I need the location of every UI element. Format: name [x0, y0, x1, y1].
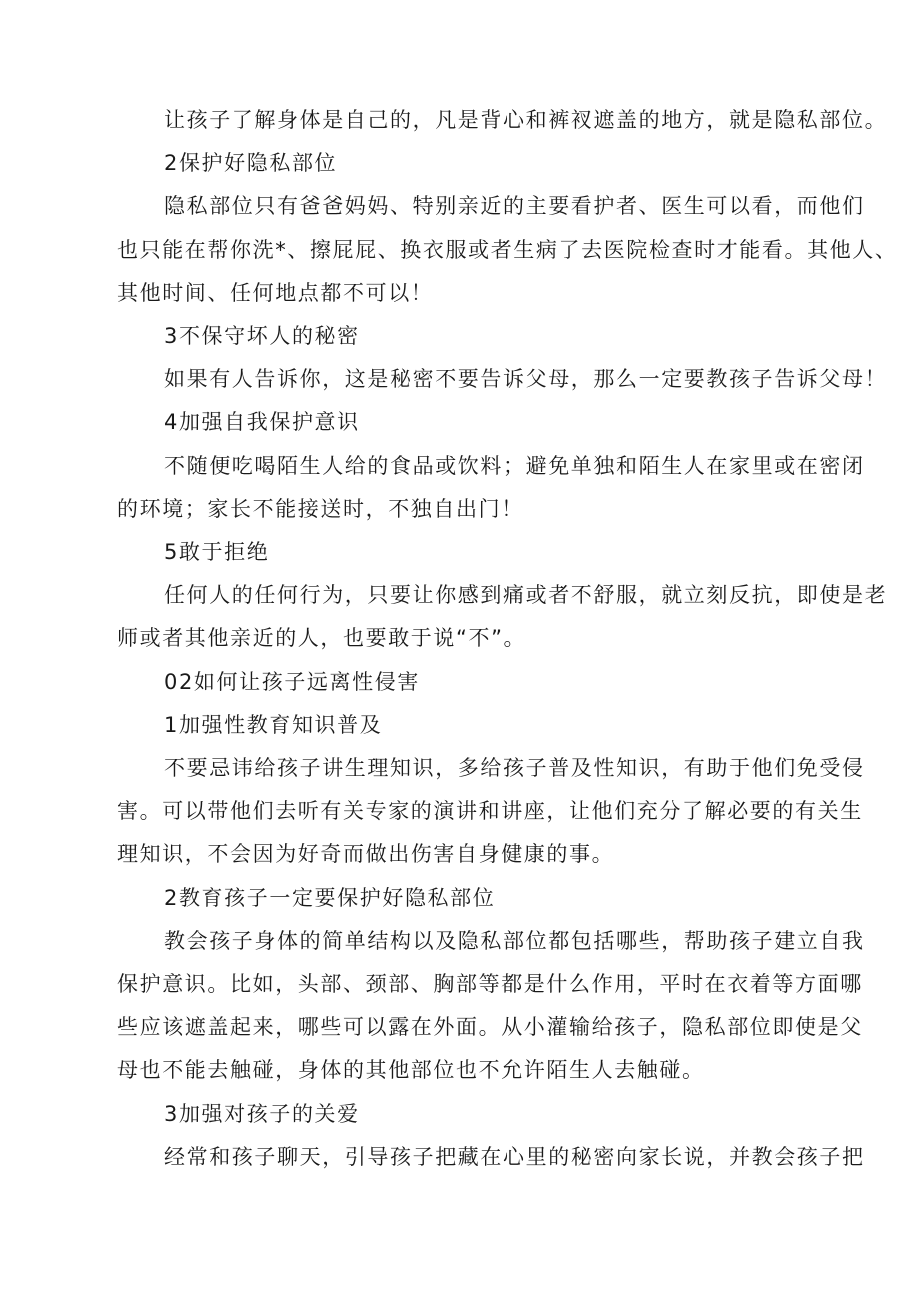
paragraph-line: 害。可以带他们去听有关专家的演讲和讲座，让他们充分了解必要的有关生 [117, 799, 863, 824]
paragraph-line: 的环境；家长不能接送时，不独自出门！ [117, 496, 524, 521]
section-heading: 3不保守坏人的秘密 [164, 324, 360, 349]
paragraph-line: 不随便吃喝陌生人给的食品或饮料；避免单独和陌生人在家里或在密闭 [164, 453, 865, 478]
section-heading: 3加强对孩子的关爱 [164, 1101, 360, 1126]
paragraph-line: 些应该遮盖起来，哪些可以露在外面。从小灌输给孩子，隐私部位即使是父 [117, 1015, 863, 1040]
paragraph-line: 教会孩子身体的简单结构以及隐私部位都包括哪些，帮助孩子建立自我 [164, 928, 865, 953]
section-heading: 1加强性教育知识普及 [164, 712, 383, 737]
section-heading: 4加强自我保护意识 [164, 410, 360, 435]
paragraph-line: 任何人的任何行为，只要让你感到痛或者不舒服，就立刻反抗，即使是老 [164, 583, 888, 608]
section-heading: 5敢于拒绝 [164, 540, 270, 565]
paragraph-line: 师或者其他亲近的人，也要敢于说“不”。 [117, 626, 527, 651]
paragraph-line: 隐私部位只有爸爸妈妈、特别亲近的主要看护者、医生可以看，而他们 [164, 194, 865, 219]
section-heading: 2保护好隐私部位 [164, 151, 338, 176]
section-heading: 02如何让孩子远离性侵害 [164, 669, 420, 694]
paragraph-line: 母也不能去触碰，身体的其他部位也不允许陌生人去触碰。 [117, 1058, 705, 1083]
section-heading: 2教育孩子一定要保护好隐私部位 [164, 885, 496, 910]
paragraph-line: 保护意识。比如，头部、颈部、胸部等都是什么作用，平时在衣着等方面哪 [117, 972, 863, 997]
paragraph-line: 让孩子了解身体是自己的，凡是背心和裤衩遮盖的地方，就是隐私部位。 [164, 108, 888, 132]
paragraph-line: 经常和孩子聊天，引导孩子把藏在心里的秘密向家长说，并教会孩子把 [164, 1144, 865, 1169]
paragraph-line: 其他时间、任何地点都不可以！ [117, 280, 434, 305]
paragraph-line: 如果有人告诉你，这是秘密不要告诉父母，那么一定要教孩子告诉父母！ [164, 367, 888, 392]
paragraph-line: 理知识，不会因为好奇而做出伤害自身健康的事。 [117, 842, 615, 867]
paragraph-line: 不要忌讳给孩子讲生理知识，多给孩子普及性知识，有助于他们免受侵 [164, 756, 865, 781]
document-page [117, 99, 898, 1179]
paragraph-line: 也只能在帮你洗*、擦屁屁、换衣服或者生病了去医院检查时才能看。其他人、 [117, 237, 898, 262]
